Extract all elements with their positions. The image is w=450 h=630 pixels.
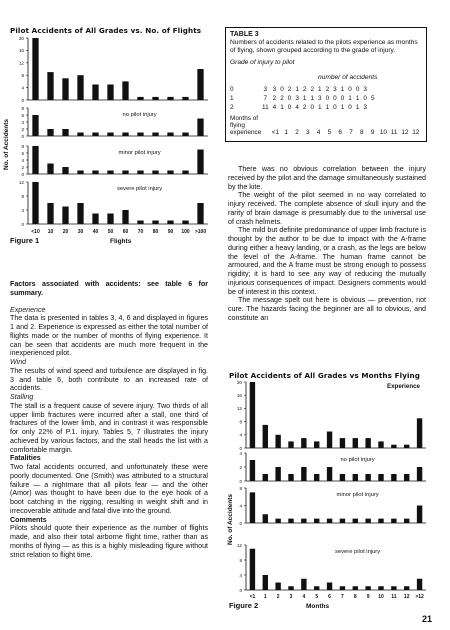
- y-tick-label: 0: [21, 97, 24, 103]
- y-tick-label: 8: [21, 193, 24, 199]
- left-col-bold: Fatalities: [10, 454, 41, 463]
- bar: [417, 579, 422, 590]
- y-tick-label: 4: [21, 119, 24, 125]
- bar: [263, 474, 268, 481]
- x-tick-label: 80: [152, 229, 159, 235]
- table3-count-header: number of accidents: [318, 74, 378, 81]
- table3-grade-cell: 1: [230, 95, 234, 102]
- bar: [391, 445, 396, 448]
- bar: [263, 514, 268, 523]
- table3-cell: 4: [295, 104, 299, 111]
- table3-cell: 3: [295, 95, 299, 102]
- y-tick-label: 8: [21, 73, 24, 78]
- table3-month: 6: [338, 129, 342, 136]
- bar: [77, 133, 83, 137]
- y-tick-label: 16: [236, 393, 242, 398]
- table3-cell: 3: [272, 86, 277, 93]
- bar: [92, 214, 98, 225]
- right-col-paragraph: The mild but definite predominance of upper limb fracture is thought by the author to be due to impact with the A-frame during either a heavy landing, or a crash, as the legs are below the level of the A-frame. The human frame cannot be armoured, and the A frame must be strong enough to possess rigidity; it is hard to see any way of reducing the mutually injurious consequences of impact. Designers comments would be of interest in this context.: [228, 226, 426, 296]
- bar: [353, 586, 358, 590]
- bar: [327, 432, 332, 449]
- bar: [122, 210, 128, 224]
- bar: [137, 171, 143, 175]
- panel-label: minor pilot injury: [118, 150, 161, 156]
- bar: [32, 146, 38, 174]
- bar: [404, 519, 409, 523]
- bar: [62, 129, 68, 136]
- bar: [107, 85, 113, 101]
- table3-cell: 3: [333, 86, 337, 93]
- bar: [417, 418, 422, 448]
- bar: [301, 467, 306, 481]
- bar: [365, 474, 370, 481]
- figure1-xlabel: Flights: [110, 238, 132, 245]
- right-col-paragraph: The weight of the pilot seemed in no way correlated to injury received. The complete absence of skull injury and the rarity of brain damage is presumably due to the universal use of crash helmets.: [228, 191, 426, 226]
- table3-cell: 1: [280, 104, 284, 111]
- table3-cell: 0: [287, 104, 292, 111]
- bar: [107, 133, 113, 137]
- bar: [301, 579, 306, 590]
- x-tick-label: 8: [353, 594, 357, 600]
- table3-cell: 3: [263, 86, 268, 93]
- y-tick-label: 0: [239, 587, 242, 593]
- panel-label: no pilot injury: [122, 112, 157, 118]
- figure2-title: Pilot Accidents of All Grades vs Months Flying: [229, 371, 421, 380]
- figure2-caption: Figure 2: [229, 601, 259, 610]
- table3-cell: 2: [325, 86, 330, 93]
- y-tick-label: 8: [21, 105, 24, 111]
- bar: [314, 474, 319, 481]
- bar: [62, 78, 68, 100]
- bar: [182, 133, 188, 137]
- x-tick-label: 100: [181, 229, 190, 235]
- table3-grade-header: Grade of injury to pilot: [230, 59, 295, 66]
- y-tick-label: 0: [239, 520, 242, 526]
- table3-cell: 2: [302, 104, 307, 111]
- y-tick-label: 6: [21, 112, 24, 118]
- table3-cell: 1: [302, 95, 307, 102]
- bar: [32, 182, 38, 224]
- bar: [197, 203, 203, 224]
- table3-month: 1: [284, 129, 288, 136]
- table3-row: [228, 103, 377, 112]
- table3-description: Numbers of accidents related to the pilots experience as months of flying, shown grouped according to the grade of injury.: [230, 39, 418, 54]
- right-col-paragraph: There was no obvious correlation between the injury received by the pilot and the damage simultaneously sustained by the kite.: [228, 165, 426, 191]
- y-tick-label: 0: [239, 478, 242, 484]
- table3-cell: 0: [348, 86, 352, 93]
- bar: [275, 519, 280, 523]
- table3-grade-cell: 2: [230, 104, 234, 111]
- x-tick-label: 4: [302, 594, 306, 600]
- y-tick-label: 2: [239, 464, 242, 470]
- bar: [340, 474, 345, 481]
- x-tick-label: 1: [263, 594, 267, 600]
- left-col-body: The stall is a frequent cause of severe injury. Two thirds of all upper limb fractures were incurred after a stall, one third of fractures of the lower limb, and in contrast it was responsible for only 22% of P.1. injury. Tables 5, 7 illustrates the injury achieved by various factors, and the stall heads the list with a comfortable margin.: [10, 401, 208, 454]
- bar: [250, 460, 255, 481]
- table3-month: 2: [295, 129, 299, 136]
- bar: [137, 133, 143, 137]
- y-tick-label: 4: [239, 503, 242, 509]
- bar: [340, 586, 345, 590]
- bar: [365, 586, 370, 590]
- left-col-head: Experience: [10, 305, 46, 314]
- x-tick-label: 10: [378, 594, 384, 600]
- table3-box: [225, 27, 427, 142]
- bar: [47, 72, 53, 100]
- x-tick-label: 6: [328, 594, 331, 600]
- y-tick-label: 4: [239, 450, 242, 456]
- y-tick-label: 4: [21, 207, 24, 213]
- bar: [288, 519, 293, 523]
- left-col-bold: Comments: [10, 515, 47, 524]
- table3-row: [228, 94, 377, 103]
- x-tick-label: 3: [289, 594, 293, 600]
- right-col-paragraph: The message spelt out here is obvious — prevention, not cure. The hazards facing the beginner are all to obvious, and constitute an: [228, 296, 426, 322]
- table3-cell: 1: [355, 104, 360, 111]
- table3-cell: 1: [295, 86, 299, 93]
- y-tick-label: 12: [18, 179, 24, 185]
- table3-cell: 7: [263, 95, 268, 102]
- table3-months-label: Months of flying experience: [230, 115, 262, 137]
- table3-cell: 1: [325, 104, 330, 111]
- y-tick-label: 4: [239, 432, 242, 438]
- left-column: [10, 280, 208, 559]
- y-axis-label: No. of Accidents: [3, 118, 10, 170]
- bar: [288, 441, 293, 448]
- left-col-body: The data is presented in tables 3, 4, 6 and displayed in figures 1 and 2. Experience is expressed as either the total number of flights made or the number of months of flying experience. It can be seen that accidents are much more frequent in the inexperienced pilot.: [10, 314, 208, 358]
- bar: [314, 441, 319, 448]
- y-tick-label: 12: [18, 60, 24, 66]
- left-col-bold: Factors associated with accidents: see table 6 for summary.: [10, 280, 208, 297]
- x-tick-label: 20: [62, 229, 69, 235]
- bar: [47, 203, 53, 224]
- table3-month: 12: [412, 129, 420, 136]
- table3-cell: 0: [310, 104, 315, 111]
- table3-month: 8: [359, 129, 364, 136]
- bar: [301, 519, 306, 523]
- x-tick-label: <1: [249, 594, 256, 600]
- bar: [391, 586, 396, 590]
- bar: [32, 38, 38, 100]
- y-tick-label: 0: [239, 445, 242, 451]
- table3-cell: 3: [318, 95, 322, 102]
- y-tick-label: 16: [18, 48, 24, 54]
- y-tick-label: 6: [21, 150, 24, 156]
- y-tick-label: 12: [236, 406, 242, 412]
- panel-label: severe pilot injury: [335, 549, 381, 555]
- table3-cell: 4: [272, 104, 277, 111]
- bar: [137, 97, 143, 100]
- bar: [378, 586, 383, 590]
- page-number: 21: [422, 614, 433, 624]
- table3-month: 9: [370, 129, 375, 136]
- bar: [417, 506, 422, 524]
- bar: [404, 445, 409, 448]
- bar: [107, 214, 113, 225]
- figure1-caption: Figure 1: [10, 236, 40, 245]
- bar: [107, 171, 113, 175]
- bar: [275, 583, 280, 591]
- table3-months-row: [270, 129, 421, 136]
- y-tick-label: 4: [21, 85, 24, 91]
- bar: [182, 171, 188, 175]
- table3-month: <1: [271, 129, 280, 136]
- table3-cell: 2: [287, 86, 292, 93]
- bar: [182, 97, 188, 100]
- table3-cell: 2: [272, 95, 277, 102]
- bar: [77, 75, 83, 100]
- table3-cell: 3: [363, 104, 367, 111]
- bar: [77, 203, 83, 224]
- bar: [77, 171, 83, 175]
- table3-cell: 0: [340, 95, 345, 102]
- panel-label: severe pilot injury: [117, 186, 163, 192]
- figure2-xlabel: Months: [306, 603, 330, 610]
- table3-month: 3: [306, 129, 310, 136]
- bar: [122, 81, 128, 100]
- bar: [417, 467, 422, 481]
- y-tick-label: 12: [236, 542, 242, 548]
- x-tick-label: 2: [276, 594, 280, 600]
- table3-cell: 1: [355, 95, 360, 102]
- bar: [327, 467, 332, 481]
- table3-month: 11: [390, 129, 398, 136]
- table3-cell: 0: [333, 95, 337, 102]
- table3-month: 4: [316, 129, 321, 136]
- left-col-body: Two fatal accidents occurred, and unfortunately these were poorly documented. One (Smith) was attributed to a structural failure — a nightmare that all pilots fear — and the other (Amor) was thought to have been due to the eye hook of a boot catching in the rigging, resulting in weight shift and in irrecoverable attitude and fatal dive into the ground.: [10, 463, 208, 515]
- bar: [340, 519, 345, 523]
- bar: [391, 474, 396, 481]
- y-tick-label: 20: [236, 379, 242, 385]
- table3-month: 5: [327, 129, 332, 136]
- table3-cell: 2: [310, 86, 315, 93]
- bar: [167, 133, 173, 137]
- table3-cell: 0: [287, 95, 292, 102]
- table3-row: [228, 85, 377, 94]
- x-tick-label: 30: [77, 229, 84, 235]
- panel-label: minor pilot injury: [336, 492, 379, 498]
- bar: [288, 586, 293, 590]
- bar: [353, 519, 358, 523]
- table3-cell: 5: [370, 95, 375, 102]
- bar: [301, 438, 306, 448]
- x-tick-label: 7: [341, 594, 344, 600]
- table3-cell: 3: [363, 86, 367, 93]
- x-tick-label: 90: [167, 229, 174, 235]
- bar: [250, 382, 255, 448]
- y-tick-label: 2: [21, 126, 24, 132]
- bar: [391, 519, 396, 523]
- x-tick-label: 5: [315, 594, 319, 600]
- bar: [122, 133, 128, 137]
- x-tick-label: 50: [107, 229, 114, 235]
- table3-cell: 0: [363, 95, 367, 102]
- y-tick-label: 4: [239, 572, 242, 578]
- bar: [365, 438, 370, 448]
- left-col-head: Stalling: [10, 393, 34, 401]
- bar: [250, 492, 255, 523]
- bar: [122, 171, 128, 175]
- bar: [152, 221, 158, 225]
- table3-month: 7: [349, 129, 353, 136]
- bar: [197, 150, 203, 175]
- table3-cell: 0: [355, 86, 360, 93]
- bar: [197, 69, 203, 100]
- bar: [353, 438, 358, 448]
- x-tick-label: 11: [391, 594, 397, 600]
- right-column: [228, 165, 426, 323]
- bar: [47, 129, 53, 136]
- bar: [250, 549, 255, 590]
- y-tick-label: 0: [21, 171, 24, 177]
- table3-cell: 0: [325, 95, 330, 102]
- bar: [275, 435, 280, 448]
- table3-cell: 1: [340, 86, 345, 93]
- bar: [327, 519, 332, 523]
- y-tick-label: 20: [18, 35, 24, 41]
- bar: [378, 474, 383, 481]
- bar: [263, 575, 268, 590]
- bar: [137, 221, 143, 225]
- table3-month: 10: [379, 129, 387, 136]
- table3-title: TABLE 3: [230, 31, 259, 38]
- bar: [152, 133, 158, 137]
- figure1-title: Pilot Accidents of All Grades vs. No. of Flights: [10, 26, 202, 35]
- bar: [62, 167, 68, 174]
- legend-label: Experience: [386, 383, 420, 390]
- bar: [327, 583, 332, 591]
- panel-label: no pilot injury: [340, 457, 375, 463]
- y-tick-label: 8: [239, 557, 242, 563]
- bar: [275, 467, 280, 481]
- table3-cell: 1: [340, 104, 345, 111]
- bar: [32, 115, 38, 136]
- bar: [404, 586, 409, 590]
- x-tick-label: 60: [122, 229, 129, 235]
- bar: [288, 474, 293, 481]
- bar: [92, 171, 98, 175]
- bar: [353, 474, 358, 481]
- x-tick-label: 10: [47, 229, 54, 235]
- table3-cell: 0: [280, 86, 284, 93]
- bar: [92, 85, 98, 101]
- x-tick-label: 40: [92, 229, 99, 235]
- bar: [365, 519, 370, 523]
- x-tick-label: >100: [194, 229, 207, 235]
- table3-cell: 0: [348, 104, 352, 111]
- y-tick-label: 0: [21, 133, 24, 139]
- bar: [340, 438, 345, 448]
- y-tick-label: 0: [21, 221, 24, 227]
- bar: [314, 519, 319, 523]
- table3-cell: 1: [348, 95, 352, 102]
- bar: [152, 97, 158, 100]
- table3-grid: [228, 85, 377, 112]
- left-col-body: The results of wind speed and turbulence are displayed in fig. 3 and table 6, both contribute to an increased rate of accidents.: [10, 366, 208, 393]
- x-tick-label: >12: [415, 594, 424, 600]
- x-tick-label: 12: [403, 594, 410, 600]
- left-col-body: Pilots should quote their experience as the number of flights made, and also their total airborne flight time, rather than as months of flying — as this is a highly misleading figure without strict relation to flight time.: [10, 524, 208, 559]
- table3-cell: 1: [318, 86, 322, 93]
- bar: [197, 119, 203, 137]
- bar: [167, 97, 173, 100]
- y-axis-label: No. of Accidents: [227, 493, 234, 545]
- table3-cell: 2: [280, 95, 284, 102]
- y-tick-label: 2: [21, 164, 24, 170]
- table3-cell: 1: [310, 95, 315, 102]
- bar: [314, 586, 319, 590]
- table3-cell: 0: [333, 104, 337, 111]
- bar: [378, 519, 383, 523]
- bar: [404, 474, 409, 481]
- y-tick-label: 8: [239, 419, 242, 425]
- left-col-head: Wind: [10, 358, 27, 366]
- bar: [152, 171, 158, 175]
- y-tick-label: 8: [239, 485, 242, 491]
- x-tick-label: 70: [137, 229, 144, 235]
- table3-cell: 2: [302, 86, 307, 93]
- y-tick-label: 4: [21, 157, 24, 163]
- bar: [263, 425, 268, 448]
- bar: [92, 133, 98, 137]
- table3-cell: 11: [262, 104, 269, 111]
- bar: [167, 171, 173, 175]
- table3-month: 12: [401, 129, 409, 136]
- x-tick-label: 9: [366, 594, 370, 600]
- table3-cell: 1: [318, 104, 322, 111]
- y-tick-label: 8: [21, 143, 24, 149]
- bar: [62, 207, 68, 225]
- x-tick-label: <10: [31, 229, 40, 235]
- table3-grade-cell: 0: [230, 86, 234, 93]
- bar: [378, 441, 383, 448]
- bar: [167, 221, 173, 225]
- bar: [182, 221, 188, 225]
- bar: [47, 164, 53, 175]
